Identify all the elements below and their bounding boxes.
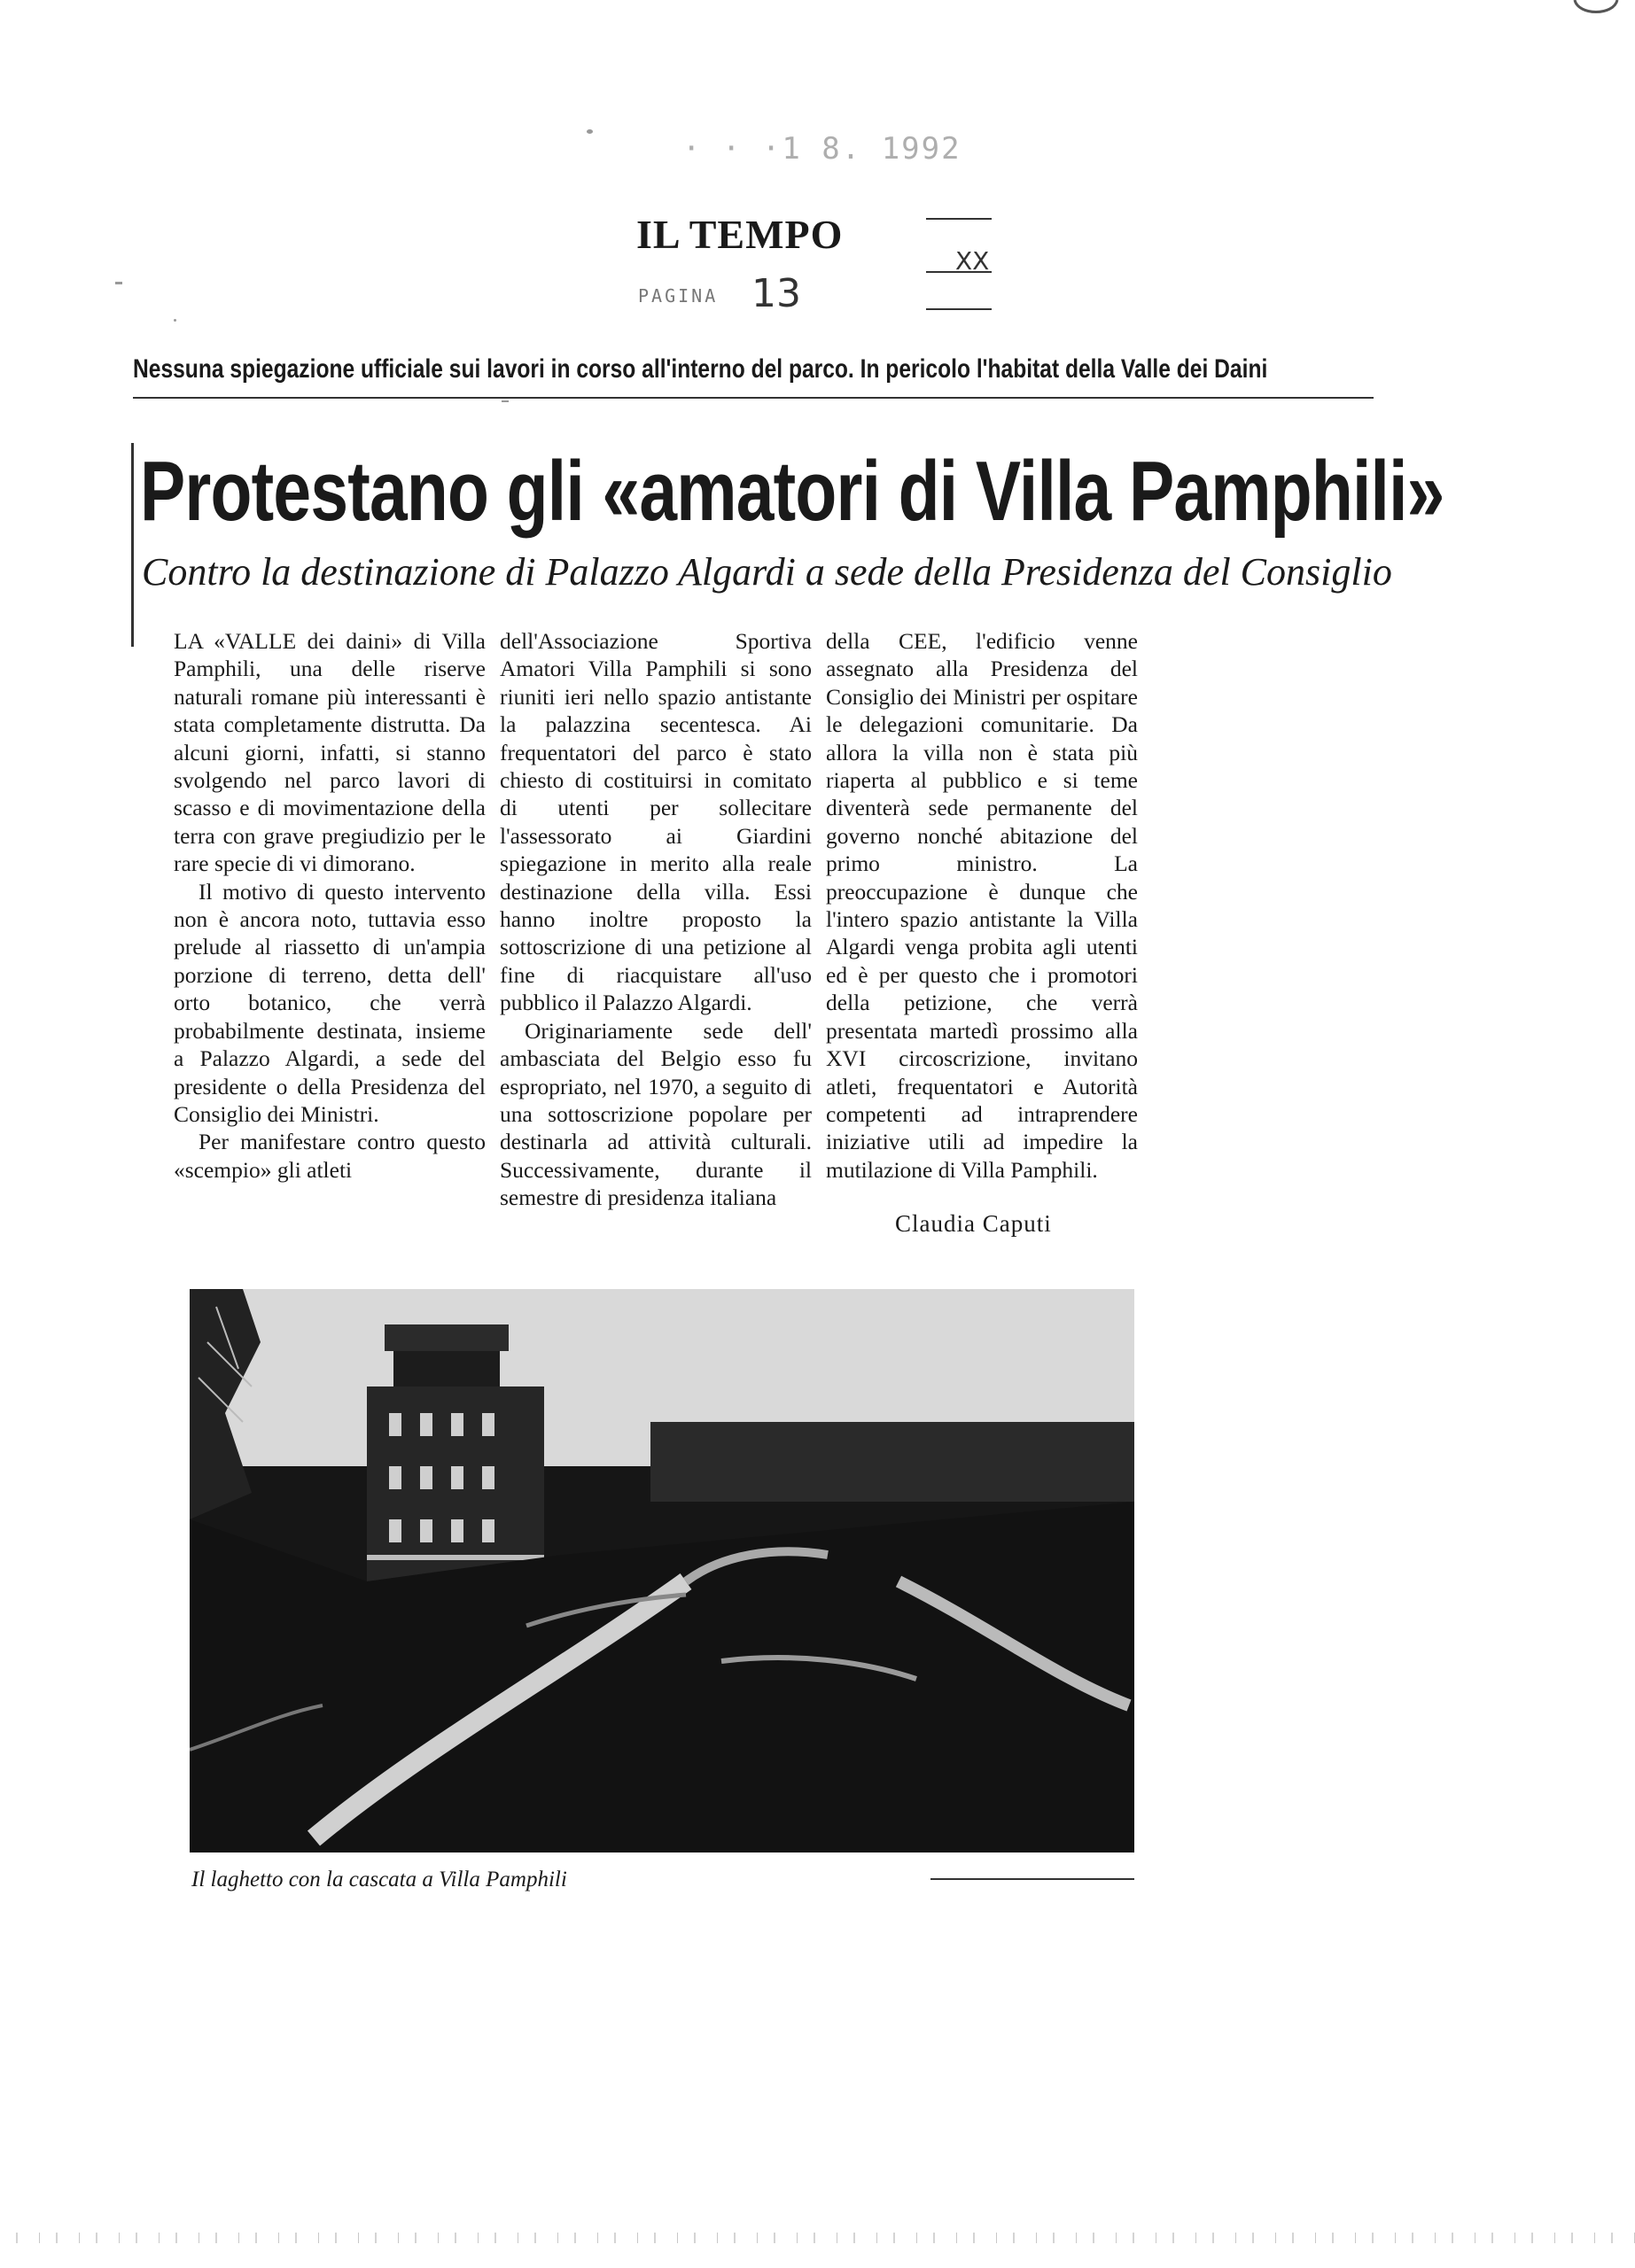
article-headline: Protestano gli «amatori di Villa Pamphili» [140, 444, 1444, 539]
column-paragraph: dell'Associazione Sportiva Amatori Villa Pamphili si sono riuniti ieri nello spazio antistante la palazzina secentesca. Ai frequentatori del parco è stato chiesto di costituirsi in comitato di utenti per sollecitare l'assessorato ai Giardini spiegazione in merito alla reale destinazione della villa. Essi hanno inoltre proposto la sottoscrizione di una petizione al fine di riacquistare all'uso pubblico il Palazzo Algardi. [500, 628, 812, 1016]
page-number: 13 [751, 271, 801, 316]
column-paragraph: Originariamente sede dell' ambasciata del Belgio esso fu espropriato, nel 1970, a seguito di una sottoscrizione popolare per destinarla ad attività culturali. Successivamente, durante il semestre di presidenza italiana [500, 1017, 812, 1211]
column-paragraph: della CEE, l'edificio venne assegnato alla Presidenza del Consiglio dei Ministri per ospitare le delegazioni comunitarie. Da allora la villa non è stata più riaperta al pubblico e si teme diventerà sede permanente del governo nonché abitazione del primo ministro. La preoccupazione è dunque che l'intero spazio antistante la Villa Algardi venga probita agli utenti ed è per questo che i promotori della petizione, che verrà presentata martedì prossimo alla XVI circoscrizione, invitano atleti, frequentatori e Autorità competenti ad intraprendere iniziative utili ad impedire la mutilazione di Villa Pamphili. [826, 628, 1138, 1183]
photo-caption: Il laghetto con la cascata a Villa Pamphili [191, 1868, 567, 1891]
article-photo [190, 1289, 1134, 1852]
article-column-3 [826, 627, 1138, 1184]
article-subheadline: Contro la destinazione di Palazzo Algardi a sede della Presidenza del Consiglio [142, 550, 1392, 594]
scan-speck [587, 129, 593, 134]
box-line-top [926, 218, 992, 220]
scan-edge-noise [0, 2233, 1635, 2243]
scan-speck [115, 282, 122, 284]
publication-name: IL TEMPO [636, 212, 844, 257]
page-label: PAGINA [638, 285, 719, 307]
article-kicker: Nessuna spiegazione ufficiale sui lavori in corso all'interno del parco. In pericolo l'habitat della Valle dei Daini [133, 354, 1268, 384]
article-column-1 [174, 627, 486, 1184]
kicker-rule [133, 397, 1374, 399]
headline-side-rule [131, 443, 134, 647]
scan-speck [174, 319, 176, 322]
handwritten-mark: XX [955, 246, 990, 276]
column-paragraph: Per manifestare contro questo «scempio» gli atleti [174, 1129, 486, 1183]
archive-seal-mark [1569, 0, 1623, 21]
box-line-bottom [926, 308, 992, 310]
date-stamp: · · ·1 8. 1992 [682, 131, 962, 167]
scan-speck [502, 400, 509, 402]
caption-rule [930, 1878, 1134, 1880]
column-paragraph: LA «VALLE dei daini» di Villa Pamphili, una delle riserve naturali romane più interessanti è stata completamente distrutta. Da alcuni giorni, infatti, si stanno svolgendo nel parco lavori di scasso e di movimentazione della terra con grave pregiudizio per le rare specie di vi dimorano. [174, 628, 486, 877]
column-paragraph: Il motivo di questo intervento non è ancora noto, tuttavia esso prelude al riassetto di un'ampia porzione di terreno, detta dell' orto botanico, che verrà probabilmente destinata, insieme a Palazzo Algardi, a sede del presidente o della Presidenza del Consiglio dei Ministri. [174, 878, 486, 1127]
article-column-2 [500, 627, 812, 1212]
article-byline: Claudia Caputi [895, 1210, 1052, 1237]
villa-photo-illustration [190, 1289, 1134, 1852]
